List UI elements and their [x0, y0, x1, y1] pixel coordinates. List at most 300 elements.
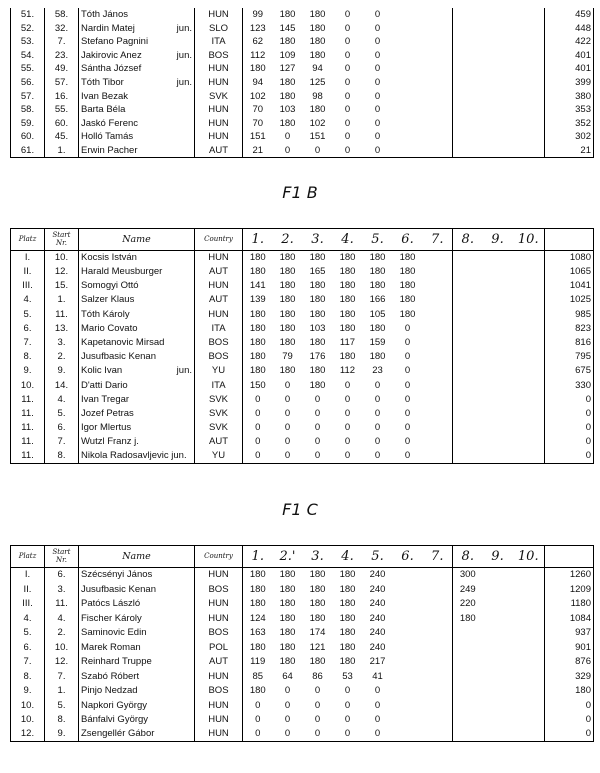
cell-round-1: 180 [249, 569, 266, 581]
cell-name [79, 8, 195, 22]
cell-round-5: 0 [374, 90, 381, 102]
cell-extra-9 [483, 698, 513, 713]
cell-round-3: 165 [309, 266, 326, 278]
cell-round-3: 180 [309, 9, 326, 21]
cell-round-2: 180 [279, 612, 296, 624]
cell-round-7 [423, 90, 453, 104]
cell-round-1: 150 [249, 379, 266, 391]
athlete-name: Wutzl Franz j. [81, 436, 139, 448]
junior-suffix: jun. [176, 49, 192, 61]
cell-name [79, 378, 195, 392]
cell-round-7 [423, 640, 453, 655]
cell-extra-10 [513, 62, 545, 76]
cell-round-6: 180 [399, 294, 416, 306]
results-table-f1b [10, 228, 594, 464]
cell-platz: 51. [11, 8, 45, 22]
table-row [11, 279, 594, 293]
table-row [11, 90, 594, 104]
cell-platz: 5. [11, 626, 45, 641]
cell-round-6: 180 [399, 266, 416, 278]
cell-round-3: 180 [309, 252, 326, 264]
cell-round-3: 180 [309, 336, 326, 348]
table-row [11, 640, 594, 655]
cell-start: 16. [45, 90, 79, 104]
table-row [11, 713, 594, 728]
cell-extra-10 [513, 597, 545, 612]
cell-round-5: 180 [369, 280, 386, 292]
cell-round-5: 180 [369, 252, 386, 264]
cell-country: ITA [195, 321, 243, 335]
table-row [11, 336, 594, 350]
cell-round-1: 21 [243, 144, 273, 158]
header-row [11, 546, 594, 568]
table-row [11, 321, 594, 335]
cell-start: 13. [45, 321, 79, 335]
cell-extra-8 [453, 713, 483, 728]
cell-round-7 [423, 49, 453, 63]
cell-total: 1260 [545, 568, 594, 583]
cell-round-3: 180 [309, 104, 326, 116]
cell-name [79, 364, 195, 378]
cell-total: 0 [545, 698, 594, 713]
cell-round-1: 94 [252, 77, 264, 89]
athlete-name: Jusufbasic Kenan [81, 583, 156, 595]
cell-round-7 [423, 321, 453, 335]
cell-round-7 [423, 435, 453, 449]
cell-start: 10. [45, 251, 79, 265]
cell-round-6 [393, 669, 423, 684]
cell-round-1: 180 [249, 266, 266, 278]
cell-total: 302 [545, 130, 594, 144]
table-row [11, 568, 594, 583]
cell-round-5: 240 [369, 612, 386, 624]
cell-extra-9 [483, 90, 513, 104]
cell-round-3: 180 [309, 612, 326, 624]
athlete-name: Pinjo Nedzad [81, 685, 138, 696]
cell-extra-8 [453, 449, 483, 463]
cell-platz: 58. [11, 103, 45, 117]
cell-round-4: 117 [339, 336, 356, 348]
cell-round-1: 0 [255, 422, 261, 434]
cell-total: 876 [545, 655, 594, 670]
cell-round-1: 180 [249, 252, 266, 264]
athlete-name: Salzer Klaus [81, 294, 135, 306]
cell-start: 60. [45, 117, 79, 131]
header-round-4: 4. [333, 546, 363, 568]
cell-round-2: 180 [279, 598, 296, 609]
cell-round-2: 180 [279, 266, 296, 278]
athlete-name: Nardin Matej [81, 22, 135, 34]
cell-start: 8. [45, 713, 79, 728]
cell-round-2: 0 [273, 727, 303, 742]
cell-extra-10 [513, 251, 545, 265]
cell-round-1: 70 [252, 117, 264, 129]
cell-start: 2. [45, 350, 79, 364]
cell-round-2: 127 [279, 63, 296, 75]
cell-start: 45. [45, 130, 79, 144]
cell-platz: 11. [11, 435, 45, 449]
cell-round-4: 180 [339, 351, 356, 363]
header-extra-10: 10. [513, 229, 545, 251]
table-row [11, 611, 594, 626]
cell-start: 1. [45, 684, 79, 699]
table-row [11, 698, 594, 713]
cell-round-1: 124 [249, 612, 266, 624]
cell-extra-9 [483, 611, 513, 626]
cell-extra-8 [453, 90, 483, 104]
cell-country: SVK [195, 90, 243, 104]
section-heading-f1c: F1 C [282, 500, 318, 519]
cell-round-7 [423, 449, 453, 463]
cell-round-5: 180 [369, 322, 386, 334]
table-row [11, 350, 594, 364]
cell-round-7 [423, 293, 453, 307]
cell-total: 0 [545, 421, 594, 435]
cell-round-6: 0 [404, 379, 411, 391]
cell-round-7 [423, 144, 453, 158]
cell-country: AUT [195, 435, 243, 449]
cell-round-4: 180 [339, 627, 356, 638]
cell-round-7 [423, 364, 453, 378]
cell-round-3: 103 [309, 322, 326, 334]
cell-round-6 [393, 713, 423, 728]
cell-round-6: 0 [404, 422, 411, 434]
cell-extra-9 [483, 582, 513, 597]
cell-start: 7. [45, 35, 79, 49]
cell-name [79, 597, 195, 612]
cell-extra-8 [453, 76, 483, 90]
cell-round-7 [423, 655, 453, 670]
header-round-4: 4. [333, 229, 363, 251]
cell-round-2: 180 [279, 322, 296, 334]
section-heading-f1b: F1 B [282, 183, 318, 202]
cell-platz: III. [11, 597, 45, 612]
cell-extra-9 [483, 713, 513, 728]
cell-name [79, 684, 195, 699]
cell-round-1: 180 [249, 641, 266, 653]
cell-round-7 [423, 103, 453, 117]
cell-name [79, 568, 195, 583]
cell-round-7 [423, 392, 453, 406]
cell-round-1: 180 [249, 365, 266, 377]
cell-country: BOS [195, 350, 243, 364]
table-row [11, 582, 594, 597]
athlete-name: D'atti Dario [81, 379, 128, 391]
header-start-line2: Nr. [56, 238, 67, 247]
cell-round-1: 151 [249, 131, 266, 143]
athlete-name: Mario Covato [81, 322, 138, 334]
cell-name [79, 76, 195, 90]
cell-total: 985 [545, 307, 594, 321]
header-round-5: 5. [363, 229, 393, 251]
cell-name [79, 655, 195, 670]
cell-total: 0 [545, 392, 594, 406]
cell-start: 3. [45, 336, 79, 350]
cell-round-3: 180 [309, 656, 326, 667]
junior-suffix: jun. [176, 22, 192, 34]
cell-extra-10 [513, 130, 545, 144]
cell-extra-8 [453, 35, 483, 49]
cell-round-4: 0 [333, 449, 363, 463]
cell-round-2: 180 [279, 569, 296, 581]
cell-round-7 [423, 265, 453, 279]
cell-country: HUN [195, 279, 243, 293]
header-start-line2: Nr. [56, 555, 67, 564]
cell-round-3: 174 [309, 627, 326, 638]
cell-round-2: 180 [279, 336, 296, 348]
cell-round-1: 0 [255, 436, 261, 448]
cell-name [79, 251, 195, 265]
cell-round-4: 0 [344, 131, 351, 143]
cell-round-4: 0 [344, 379, 351, 391]
cell-extra-8 [453, 655, 483, 670]
cell-round-5: 105 [369, 308, 386, 320]
cell-extra-9 [483, 568, 513, 583]
cell-country: HUN [195, 307, 243, 321]
cell-extra-9 [483, 251, 513, 265]
cell-country: BOS [195, 626, 243, 641]
cell-country: BOS [195, 49, 243, 63]
table-row [11, 378, 594, 392]
cell-round-4: 180 [339, 612, 356, 624]
cell-round-6 [393, 698, 423, 713]
cell-round-3: 180 [309, 22, 326, 34]
cell-extra-10 [513, 655, 545, 670]
cell-platz: 55. [11, 62, 45, 76]
cell-name [79, 103, 195, 117]
cell-start: 23. [45, 49, 79, 63]
header-extra-8: 8. [453, 546, 483, 568]
cell-round-7 [423, 251, 453, 265]
cell-round-5: 0 [374, 436, 381, 448]
athlete-name: Tóth Tibor [81, 77, 124, 89]
cell-extra-9 [483, 144, 513, 158]
table-row [11, 407, 594, 421]
cell-round-7 [423, 669, 453, 684]
cell-round-2: 0 [284, 714, 291, 725]
cell-round-1: 180 [249, 685, 266, 696]
table-body [11, 251, 594, 464]
cell-round-3: 0 [303, 727, 333, 742]
cell-total: 329 [545, 669, 594, 684]
cell-country: AUT [195, 265, 243, 279]
cell-round-4: 180 [339, 266, 356, 278]
cell-name [79, 130, 195, 144]
cell-total: 401 [545, 62, 594, 76]
cell-extra-8: 249 [459, 583, 476, 595]
cell-round-3: 180 [309, 36, 326, 48]
cell-round-2: 180 [279, 9, 296, 21]
cell-round-2: 103 [279, 104, 296, 116]
cell-country: HUN [195, 76, 243, 90]
cell-total: 0 [545, 713, 594, 728]
junior-suffix: jun. [176, 77, 192, 89]
cell-extra-10 [513, 582, 545, 597]
cell-round-6: 0 [404, 407, 411, 419]
cell-round-6 [393, 144, 423, 158]
athlete-name: Barta Béla [81, 104, 126, 116]
cell-extra-9 [483, 378, 513, 392]
junior-suffix: jun. [176, 365, 192, 377]
cell-name [79, 265, 195, 279]
cell-round-4: 0 [333, 144, 363, 158]
cell-country: AUT [195, 293, 243, 307]
cell-extra-8 [453, 626, 483, 641]
athlete-name: Jakirovic Anez [81, 49, 142, 61]
cell-round-1: 180 [249, 598, 266, 609]
cell-extra-8 [453, 279, 483, 293]
cell-extra-8 [453, 421, 483, 435]
cell-platz: 10. [11, 378, 45, 392]
cell-extra-8 [453, 698, 483, 713]
cell-country: SVK [195, 407, 243, 421]
cell-platz: 9. [11, 684, 45, 699]
cell-start: 11. [45, 597, 79, 612]
cell-extra-8 [453, 669, 483, 684]
cell-country: YU [195, 364, 243, 378]
cell-extra-8 [453, 130, 483, 144]
cell-round-3: 86 [312, 670, 323, 682]
cell-total: 330 [545, 378, 594, 392]
cell-extra-10 [513, 144, 545, 158]
cell-extra-9 [483, 392, 513, 406]
results-table-f1c [10, 545, 594, 742]
cell-round-2: 0 [284, 131, 291, 143]
cell-extra-8 [453, 727, 483, 742]
cell-extra-10 [513, 626, 545, 641]
cell-round-6: 0 [404, 322, 411, 334]
cell-round-1: 180 [249, 63, 266, 75]
cell-round-2: 180 [279, 252, 296, 264]
cell-platz: 10. [11, 713, 45, 728]
cell-round-7 [423, 582, 453, 597]
cell-start: 55. [45, 103, 79, 117]
cell-platz: III. [11, 279, 45, 293]
cell-round-6 [393, 626, 423, 641]
cell-extra-9 [483, 307, 513, 321]
cell-extra-8 [453, 684, 483, 699]
cell-round-4: 180 [339, 598, 356, 609]
cell-extra-8 [453, 8, 483, 22]
cell-platz: 57. [11, 90, 45, 104]
cell-platz: 61. [11, 144, 45, 158]
cell-extra-10 [513, 713, 545, 728]
cell-start: 32. [45, 22, 79, 36]
cell-round-5: 0 [363, 727, 393, 742]
header-round-2: 2. [273, 229, 303, 251]
cell-total: 21 [545, 144, 594, 158]
cell-round-7 [423, 568, 453, 583]
cell-round-7 [423, 727, 453, 742]
cell-extra-9 [483, 727, 513, 742]
cell-name [79, 727, 195, 742]
cell-round-4: 180 [339, 280, 356, 292]
cell-platz: 11. [11, 449, 45, 463]
cell-round-7 [423, 76, 453, 90]
table-row [11, 449, 594, 463]
cell-round-5: 166 [369, 294, 386, 306]
cell-start: 6. [45, 568, 79, 583]
cell-round-3: 0 [303, 144, 333, 158]
table-row [11, 265, 594, 279]
cell-total: 0 [545, 407, 594, 421]
cell-name [79, 611, 195, 626]
table-row [11, 117, 594, 131]
athlete-name: Saminovic Edin [81, 627, 147, 638]
cell-round-3: 121 [309, 641, 326, 653]
header-start-line1: Start [52, 548, 71, 557]
cell-total: 1041 [545, 279, 594, 293]
cell-round-5: 0 [374, 49, 381, 61]
cell-platz: 7. [11, 655, 45, 670]
cell-round-6 [393, 640, 423, 655]
cell-extra-9 [483, 321, 513, 335]
cell-extra-10 [513, 684, 545, 699]
cell-round-3: 180 [309, 379, 326, 391]
cell-platz: I. [11, 251, 45, 265]
cell-round-7 [423, 698, 453, 713]
cell-extra-10 [513, 449, 545, 463]
cell-start: 12. [45, 655, 79, 670]
cell-round-3: 180 [309, 280, 326, 292]
cell-total: 448 [545, 22, 594, 36]
cell-round-6 [393, 90, 423, 104]
cell-round-5: 0 [374, 117, 381, 129]
cell-extra-8 [453, 640, 483, 655]
cell-round-5: 240 [369, 569, 386, 581]
cell-platz: 56. [11, 76, 45, 90]
cell-round-5: 0 [374, 699, 381, 711]
cell-round-4: 0 [344, 9, 351, 21]
cell-round-6 [393, 49, 423, 63]
cell-platz: 6. [11, 640, 45, 655]
header-round-2: 2.' [273, 546, 303, 568]
results-table-continued [10, 8, 594, 158]
cell-round-4: 180 [339, 308, 356, 320]
cell-extra-10 [513, 279, 545, 293]
cell-total: 1180 [545, 597, 594, 612]
table-row [11, 49, 594, 63]
header-round-6: 6. [393, 229, 423, 251]
header-total [545, 546, 594, 568]
cell-round-5: 240 [369, 598, 386, 609]
cell-name [79, 293, 195, 307]
cell-start: 11. [45, 307, 79, 321]
cell-total: 0 [545, 449, 594, 463]
cell-name [79, 698, 195, 713]
cell-total: 1084 [545, 611, 594, 626]
cell-total: 459 [545, 8, 594, 22]
table-row [11, 22, 594, 36]
cell-extra-9 [483, 265, 513, 279]
cell-extra-9 [483, 449, 513, 463]
cell-start: 57. [45, 76, 79, 90]
athlete-name: Tóth Károly [81, 308, 130, 320]
cell-extra-10 [513, 90, 545, 104]
cell-round-3: 0 [314, 699, 321, 711]
cell-round-2: 0 [284, 685, 291, 696]
cell-round-4: 0 [344, 685, 351, 696]
cell-name [79, 117, 195, 131]
cell-round-6 [393, 76, 423, 90]
cell-extra-9 [483, 117, 513, 131]
cell-round-2: 0 [284, 436, 291, 448]
cell-name [79, 449, 195, 463]
cell-round-2: 180 [279, 36, 296, 48]
cell-round-4: 0 [344, 699, 351, 711]
cell-extra-9 [483, 130, 513, 144]
cell-round-3: 125 [309, 77, 326, 89]
